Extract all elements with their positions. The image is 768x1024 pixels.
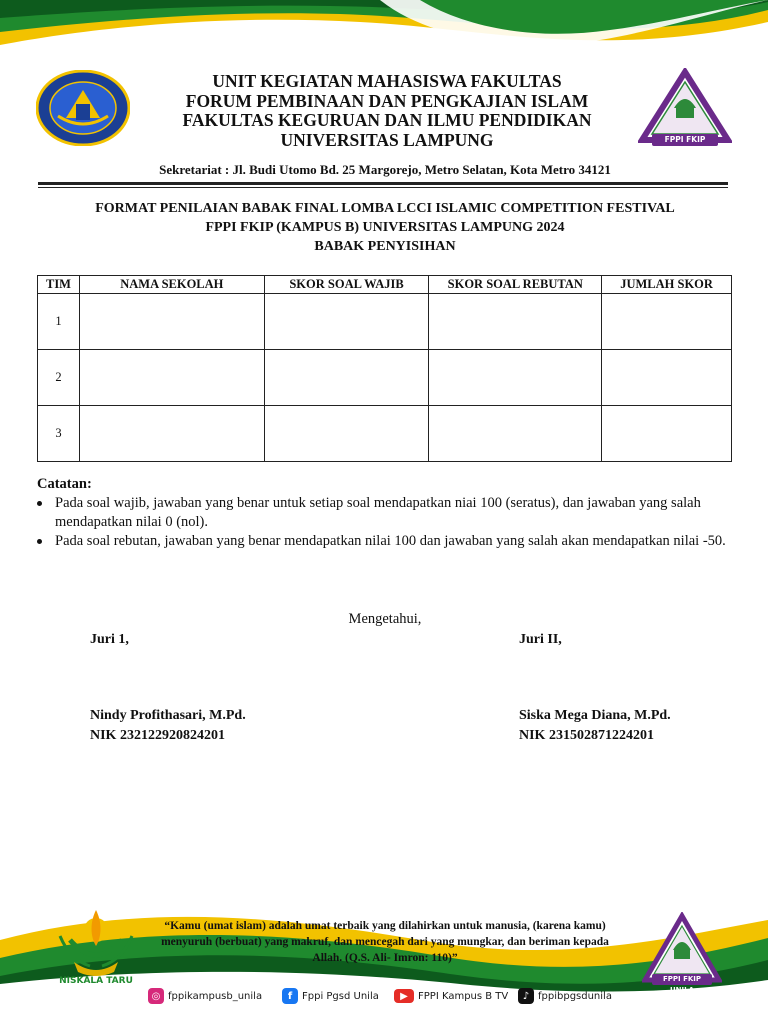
youtube-icon: ▶ [394,989,414,1003]
rebuttal-score-cell [429,350,602,406]
instagram-icon: ◎ [148,988,164,1004]
rebuttal-score-cell [429,294,602,350]
table-header-row [38,276,732,294]
secretariat-address: Sekretariat : Jl. Budi Utomo Bd. 25 Margorejo, Metro Selatan, Kota Metro 34121 [159,162,611,177]
total-score-cell [602,294,732,350]
footer-fppi-logo-text: FPPI FKIP UNILA [662,975,702,994]
youtube-link[interactable] [394,987,508,1005]
facebook-icon: f [282,988,298,1004]
total-score-cell [602,406,732,462]
judge-1-name: Nindy Profithasari, M.Pd. [90,708,246,723]
doc-title-line-2: FPPI FKIP (KAMPUS B) UNIVERSITAS LAMPUNG 2024 [205,220,565,235]
doc-title-line-1: FORMAT PENILAIAN BABAK FINAL LOMBA LCCI ISLAMIC COMPETITION FESTIVAL [95,201,675,216]
score-table [37,275,732,462]
school-name-cell [79,350,264,406]
table-row [38,350,732,406]
acknowledged-label: Mengetahui, [348,611,422,627]
org-line-3: FAKULTAS KEGURUAN DAN ILMU PENDIDIKAN [182,110,592,130]
table-row [38,294,732,350]
list-item [37,532,737,551]
mandatory-score-cell [264,350,429,406]
header-skor-soal-rebutan: SKOR SOAL REBUTAN [429,276,602,294]
fppi-logo-text: FPPI FKIP UNILA [664,135,706,156]
judge-2-nik: NIK 231502871224201 [519,728,654,743]
team-number: 2 [38,350,80,406]
instagram-link[interactable] [148,987,262,1005]
doc-title-line-3: BABAK PENYISIHAN [314,239,456,254]
letterhead-rule-thick [38,182,728,185]
org-line-1: UNIT KEGIATAN MAHASISWA FAKULTAS [212,71,562,91]
org-line-2: FORUM PEMBINAAN DAN PENGKAJIAN ISLAM [185,90,589,111]
footer-fppi-logo [642,912,722,994]
notes-list [37,494,737,551]
notes-heading: Catatan: [37,476,92,492]
judge-1-signature [90,706,246,746]
school-name-cell [79,406,264,462]
judge-1-role: Juri 1, [90,632,129,647]
niskala-taru-logo [50,900,142,1000]
bullet-icon [37,539,42,544]
team-number: 1 [38,294,80,350]
niskala-taru-text: NISKALA TARU [59,976,133,986]
bullet-icon [37,501,42,506]
table-row [38,406,732,462]
facebook-handle: Fppi Pgsd Unila [302,990,379,1002]
header-nama-sekolah: NAMA SEKOLAH [79,276,264,294]
mandatory-score-cell [264,406,429,462]
facebook-link[interactable] [282,987,379,1005]
organization-title [150,72,624,150]
tiktok-link[interactable] [518,987,612,1005]
judge-2-role: Juri II, [519,632,562,647]
header-jumlah-skor: JUMLAH SKOR [602,276,732,294]
school-name-cell [79,294,264,350]
document-title [40,199,730,256]
tiktok-handle: fppibpgsdunila [538,990,612,1002]
total-score-cell [602,350,732,406]
note-text-2: Pada soal rebutan, jawaban yang benar mendapatkan nilai 100 dan jawaban yang salah akan mendapatkan nilai -50. [55,533,726,549]
org-line-4: UNIVERSITAS LAMPUNG [280,129,494,150]
instagram-handle: fppikampusb_unila [168,990,263,1002]
list-item [37,494,737,532]
judge-1-nik: NIK 232122920824201 [90,728,225,743]
rebuttal-score-cell [429,406,602,462]
note-text-1: Pada soal wajib, jawaban yang benar untuk setiap soal mendapatkan niai 100 (seratus), dan jawaban yang salah mendapatkan nilai 0 (nol). [55,495,701,530]
header-skor-soal-wajib: SKOR SOAL WAJIB [264,276,429,294]
letterhead-rule-thin [38,187,728,188]
tiktok-icon: ♪ [518,988,534,1004]
judge-2-name: Siska Mega Diana, M.Pd. [519,708,671,723]
youtube-handle: FPPI Kampus B TV [418,990,509,1002]
header-tim: TIM [38,276,80,294]
fppi-fkip-unila-logo [638,68,732,156]
footer-quote: “Kamu (umat islam) adalah umat terbaik yang dilahirkan untuk manusia, (karena kamu) menyuruh (berbuat) yang makruf, dan mencegah dari yang mungkar, dan beriman kepada Allah. (Q.S. Ali- Imron: 110)” [161,920,609,964]
team-number: 3 [38,406,80,462]
header-decoration [0,0,768,70]
judge-2-signature [519,706,671,746]
university-lampung-logo [36,70,130,146]
mandatory-score-cell [264,294,429,350]
